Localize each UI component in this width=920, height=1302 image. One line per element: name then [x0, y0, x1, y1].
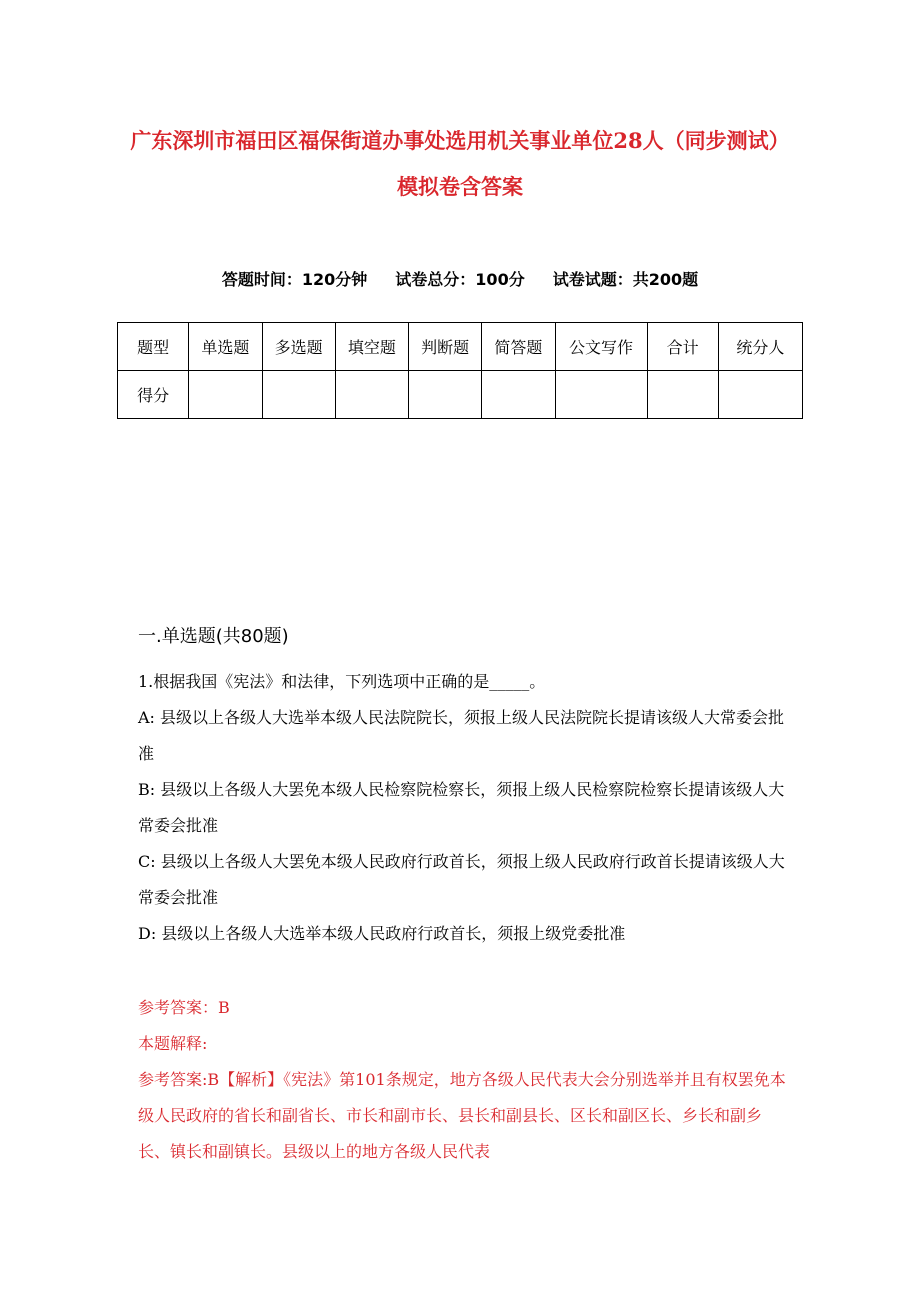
- score-row-label: 得分: [118, 371, 189, 419]
- score-cell[interactable]: [262, 371, 335, 419]
- option-a: A: 县级以上各级人大选举本级人民法院院长，须报上级人民法院院长提请该级人大常委会批准: [138, 708, 785, 763]
- score-cell[interactable]: [555, 371, 647, 419]
- score-header-cell: 简答题: [482, 323, 555, 371]
- question-stem: 1.根据我国《宪法》和法律，下列选项中正确的是_____。: [138, 672, 546, 691]
- score-cell[interactable]: [335, 371, 408, 419]
- score-header-cell: 合计: [647, 323, 718, 371]
- score-header-cell: 公文写作: [555, 323, 647, 371]
- score-header-cell: 统分人: [718, 323, 802, 371]
- exam-question-count: 试卷试题：共200题: [552, 270, 699, 289]
- section-title: 一.单选题(共80题): [138, 626, 289, 647]
- explanation-text: 参考答案:B【解析】《宪法》第101条规定，地方各级人民代表大会分别选举并且有权罢免本级人民政府的省长和副省长、市长和副市长、县长和副县长、区长和副区长、乡长和副乡长、镇长和副镇长。县级以上的地方各级人民代表: [138, 1070, 786, 1161]
- score-header-cell: 单选题: [189, 323, 262, 371]
- exam-time: 答题时间：120分钟: [221, 270, 368, 289]
- score-table-header-row: [118, 323, 803, 371]
- score-header-cell: 题型: [118, 323, 189, 371]
- exam-total-score: 试卷总分：100分: [395, 270, 525, 289]
- answer-block: [138, 990, 788, 1170]
- score-header-cell: 多选题: [262, 323, 335, 371]
- document-title: 广东深圳市福田区福保街道办事处选用机关事业单位28人（同步测试）模拟卷含答案: [130, 128, 790, 199]
- score-table-score-row: [118, 371, 803, 419]
- score-cell[interactable]: [409, 371, 482, 419]
- score-table: [117, 322, 803, 419]
- score-cell[interactable]: [189, 371, 262, 419]
- score-header-cell: 判断题: [409, 323, 482, 371]
- option-b: B: 县级以上各级人大罢免本级人民检察院检察长，须报上级人民检察院检察长提请该级人大常委会批准: [138, 780, 785, 835]
- reference-answer: 参考答案：B: [138, 998, 230, 1017]
- question-block: [138, 664, 788, 952]
- score-cell[interactable]: [718, 371, 802, 419]
- option-d: D: 县级以上各级人大选举本级人民政府行政首长，须报上级党委批准: [138, 924, 626, 943]
- exam-info: [118, 268, 802, 292]
- score-cell[interactable]: [482, 371, 555, 419]
- explanation-label: 本题解释:: [138, 1034, 208, 1053]
- score-cell[interactable]: [647, 371, 718, 419]
- score-header-cell: 填空题: [335, 323, 408, 371]
- option-c: C: 县级以上各级人大罢免本级人民政府行政首长，须报上级人民政府行政首长提请该级人大常委会批准: [138, 852, 785, 907]
